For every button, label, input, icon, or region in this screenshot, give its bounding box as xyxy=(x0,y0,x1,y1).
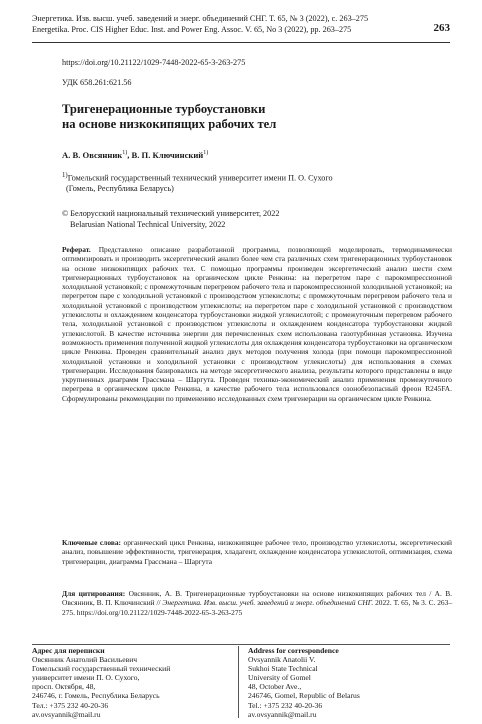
copyright xyxy=(62,209,422,230)
correspondence-ru-email[interactable]: av.ovsyannik@mail.ru xyxy=(32,709,101,719)
correspondence-rule xyxy=(32,644,450,645)
correspondence-en-line: University of Gomel xyxy=(248,673,311,683)
abstract-text: Представлено описание разработанной программы, позволяющей моделировать, термодинамически оптимизировать и производить эксергетический анализ более чем ста различных схем тригенерационных турбоустановок на основе низкокипящих рабочих тел. С помощью программы произведен эксергетический анализ шести схем тригенерационных турбоустановок на органическом цикле Ренкина: на перегретом паре с парокомпрессионной холодильной установкой; с промежуточным перегревом рабочего тела и парокомпрессионной холодильной установкой; на перегретом паре с холодильной установкой с производством углекислоты; с промежуточным перегревом рабочего тела и холодильной установкой с производством углекислоты; на перегретом паре с холодильной установкой с производством углекислоты и охлаждением конденсатора турбоустановки жидкой углекислотой; с промежуточным перегревом рабочего тела, холодильной установкой с производством углекислоты и охлаждением конденсатора турбоустановки жидкой углекислотой. В качестве источника энергии для перечисленных схем использована газотурбинная установка. Изучена возможность применения полученной жидкой углекислоты для охлаждения конденсатора турбоустановки на органическом цикле Ренкина. Проведен сравнительный анализ двух методов получения холода (при помощи парокомпрессионной холодильной установки и холодильной установки с производством углекислоты) для использования в схемах тригенерации. Исследования базировались на методе эксергетического анализа, результаты которого представлены в виде укрупненных диаграмм Грассмана – Шаргута. Проведен технико-экономический анализ применения промежуточного перегрева в органическом цикле Ренкина, в качестве рабочего тела использовался озонобезопасный фреон R245FA. Сформулированы рекомендации по применению исследованных схем тригенерации на органическом цикле Ренкина. xyxy=(62,245,452,403)
affiliation-name: Гомельский государственный технический университет имени П. О. Сухого xyxy=(67,173,333,183)
correspondence-ru xyxy=(32,646,228,719)
keywords-label: Ключевые слова: xyxy=(62,538,121,547)
article-title-line1: Тригенерационные турбоустановки xyxy=(62,102,266,116)
authors xyxy=(62,150,208,160)
correspondence-en-line: 48, October Ave., xyxy=(248,682,302,692)
correspondence-ru-line: Овсянник Анатолий Васильевич xyxy=(32,655,138,665)
correspondence-en-line: 246746, Gomel, Republic of Belarus xyxy=(248,691,360,701)
doi-link[interactable]: https://doi.org/10.21122/1029-7448-2022-65-3-263-275 xyxy=(62,58,246,67)
citation-text: Овсянник, А. В. Тригенерационные турбоустановки на основе низкокипящих рабочих тел / А. В. Овсянник, В. П. Ключинский // xyxy=(62,589,452,608)
article-title xyxy=(62,102,422,132)
affiliation xyxy=(62,171,422,195)
correspondence-en-line: Tel.: +375 232 40-20-36 xyxy=(248,700,323,710)
running-head-en: Energetika. Proc. CIS Higher Educ. Inst. and Power Eng. Assoc. V. 65, No 3 (2022), pp. 263–275 xyxy=(32,24,352,34)
running-head xyxy=(32,14,422,35)
header-rule xyxy=(32,42,450,43)
keywords-text: органический цикл Ренкина, низкокипящее рабочее тело, производство углекислоты, эксергетический анализ, повышение эффективности, тригенерация, хладагент, охлаждение конденсатора углекислотой, оптимизация, схема тригенерации, диаграмма Грассмана – Шаргута xyxy=(62,538,452,566)
running-head-ru: Энергетика. Изв. высш. учеб. заведений и энерг. объединений СНГ. Т. 65, № 3 (2022), с. 263–275 xyxy=(32,14,369,23)
article-title-line2: на основе низкокипящих рабочих тел xyxy=(62,117,277,131)
author-2: В. П. Ключинский xyxy=(131,150,204,160)
abstract xyxy=(62,245,452,403)
correspondence-ru-line: Тел.: +375 232 40-20-36 xyxy=(32,700,109,710)
author-1-affil: 1) xyxy=(122,150,128,157)
correspondence-en-line: Sukhoi State Technical xyxy=(248,664,318,674)
correspondence-en-line: Ovsyannik Anatolii V. xyxy=(248,655,316,665)
correspondence-en-head: Address for correspondence xyxy=(248,646,339,655)
affiliation-marker: 1) xyxy=(62,172,68,179)
correspondence-en xyxy=(248,646,448,719)
citation-journal: Энергетика. Изв. высш. учеб. заведений и энерг. объединений СНГ. xyxy=(162,598,374,608)
copyright-ru: © Белорусский национальный технический университет, 2022 xyxy=(62,209,280,218)
author-separator: , xyxy=(127,150,132,160)
correspondence-ru-head: Адрес для переписки xyxy=(32,646,105,655)
correspondence-ru-line: университет имени П. О. Сухого, xyxy=(32,673,140,683)
citation xyxy=(62,589,452,617)
affiliation-location: (Гомель, Республика Беларусь) xyxy=(66,184,174,194)
page-number: 263 xyxy=(433,22,450,34)
author-1: А. В. Овсянник xyxy=(62,150,123,160)
correspondence-ru-line: Гомельский государственный технический xyxy=(32,664,171,674)
keywords xyxy=(62,538,452,566)
abstract-label: Реферат. xyxy=(62,245,91,254)
citation-label: Для цитирования: xyxy=(62,589,126,598)
correspondence-en-email[interactable]: av.ovsyannik@mail.ru xyxy=(248,709,317,719)
udc-code: УДК 658.261:621.56 xyxy=(62,78,132,87)
correspondence-ru-line: просп. Октября, 48, xyxy=(32,682,96,692)
citation-details: 2022. Т. 65, № 3. С. 263–275. https://doi.org/10.21122/1029-7448-2022-65-3-263-275 xyxy=(62,598,453,617)
author-2-affil: 1) xyxy=(203,150,209,157)
copyright-en: Belarusian National Technical University, 2022 xyxy=(70,219,226,229)
correspondence-divider xyxy=(238,646,239,718)
correspondence-ru-line: 246746, г. Гомель, Республика Беларусь xyxy=(32,691,160,701)
